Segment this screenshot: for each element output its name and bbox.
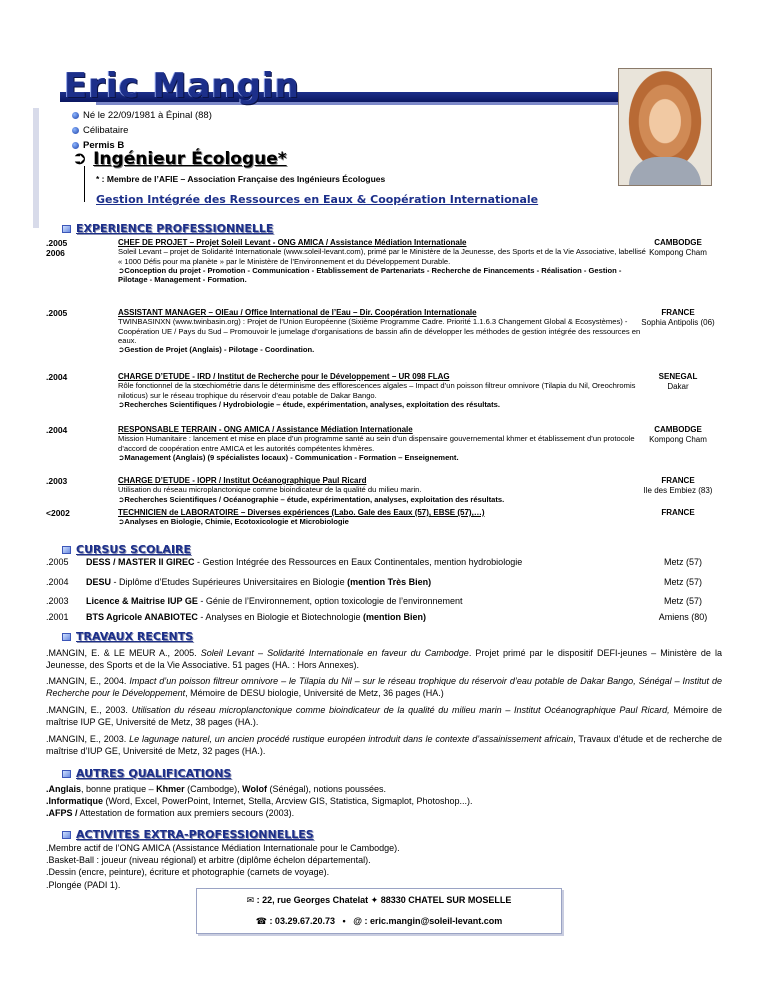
qualifications-list xyxy=(46,783,706,820)
exp-desc: Utilisation du réseau microplanctonique comme bioindicateur de la qualité du milieu marin. xyxy=(118,485,422,495)
diploma: DESS / MASTER II GIREC xyxy=(86,557,195,567)
exp-year: .2003 xyxy=(46,476,68,486)
list-item: .Anglais, bonne pratique – Khmer (Cambodge), Wolof (Sénégal), notions poussées. xyxy=(46,784,387,794)
diploma: Licence & Maitrise IUP GE xyxy=(86,596,198,606)
birth-line: Né le 22/09/1981 à Épinal (88) xyxy=(72,108,212,123)
personal-info xyxy=(72,108,212,153)
exp-skills: Recherches Scientifiques / Hydrobiologie – étude, expérimentation, analyses, exploitation des résultats. xyxy=(124,399,500,409)
section-icon xyxy=(62,546,71,554)
exp-head: RESPONSABLE TERRAIN - ONG AMICA / Assistance Médiation Internationale xyxy=(118,425,413,434)
section-icon xyxy=(62,831,71,839)
list-item: .Informatique (Word, Excel, PowerPoint, Internet, Stella, Arcview GIS, Statistica, Sigmaplot, Photoshop...). xyxy=(46,796,473,807)
section-experience: EXPERIENCE PROFESSIONNELLE xyxy=(62,222,273,235)
exp-year: <2002 xyxy=(46,508,70,518)
list-item: .Membre actif de l’ONG AMICA (Assistance Médiation Internationale pour le Cambodge). xyxy=(46,843,400,853)
job-title: Ingénieur Écologue* xyxy=(93,148,287,169)
list-item: .Plongée (PADI 1). xyxy=(46,879,121,890)
section-activites: ACTIVITES EXTRA-PROFESSIONNELLES xyxy=(62,828,314,841)
experience-item xyxy=(46,238,714,302)
experience-item xyxy=(46,508,714,530)
arrow-icon: ➲ xyxy=(118,517,125,527)
exp-skills: Analyses en Biologie, Chimie, Ecotoxicologie et Microbiologie xyxy=(124,517,349,527)
experience-item xyxy=(46,476,714,510)
exp-skills: Recherches Scientifiques / Océanographie – étude, expérimentation, analyses, exploitation des résultats. xyxy=(124,494,505,504)
exp-country: FRANCE Sophia Antipolis (06) xyxy=(641,308,715,327)
arrow-icon: ➲ xyxy=(118,399,125,409)
contact-line: ☎ : 03.29.67.20.73 • @ : eric.mangin@soleil-levant.com xyxy=(255,916,503,926)
list-item: .Basket-Ball : joueur (niveau régional) et arbitre (diplôme échelon départemental). xyxy=(46,855,371,866)
section-icon xyxy=(62,225,71,233)
exp-year: .2005 xyxy=(46,308,68,318)
list-item: .Dessin (encre, peinture), écriture et photographie (carnets de voyage). xyxy=(46,867,330,878)
phone-number[interactable]: : 03.29.67.20.73 xyxy=(269,916,335,926)
diploma: BTS Agricole ANABIOTEC xyxy=(86,612,198,622)
email-link[interactable]: @ : eric.mangin@soleil-levant.com xyxy=(353,916,503,926)
exp-year: .2004 xyxy=(46,372,68,382)
arrow-icon: ➲ xyxy=(118,345,125,355)
section-travaux: TRAVAUX RECENTS xyxy=(62,630,193,643)
photo-shoulders xyxy=(629,157,701,185)
phone-icon: ☎ xyxy=(255,916,267,926)
title-rule xyxy=(84,166,92,202)
job-title-row xyxy=(72,148,287,169)
exp-skills: Conception du projet - Promotion - Communication - Etablissement de Partenariats - Recherche de Financements - Réalisation - Gestion - Pilotage - Management - Formation. xyxy=(118,265,622,285)
exp-skills: Management (Anglais) (9 spécialistes locaux) - Communication - Formation – Enseignement. xyxy=(124,452,459,462)
section-icon xyxy=(62,633,71,641)
name-block xyxy=(60,66,620,106)
envelope-icon: ✉ xyxy=(246,895,255,905)
exp-head: TECHNICIEN de LABORATOIRE – Diverses expériences (Labo. Gale des Eaux (57), EBSE (57),…) xyxy=(118,508,485,517)
experience-item xyxy=(46,308,714,366)
activites-list xyxy=(46,842,706,891)
exp-desc: Rôle fonctionnel de la stœchiométrie dans le déterminisme des efflorescences algales – Impact d’un poisson filtreur omnivore (Tilapia du Nil, Oreochromis niloticus) sur le réseau trophique du réservoir d’eau potable de Dakar Bango. xyxy=(118,381,636,400)
publication: .MANGIN, E. & LE MEUR A., 2005. Soleil Levant – Solidarité Internationale en faveur du Cambodge. Projet primé par le dispositif DEFI-jeunes – Ministère de la Jeunesse, des Sports et de la Vie Associative. 51 pages (HA. : Hors Annexes). xyxy=(46,648,722,670)
bullet-icon xyxy=(72,112,79,119)
diploma: DESU xyxy=(86,577,112,587)
license-line: Permis B xyxy=(72,138,212,153)
status-line: Célibataire xyxy=(72,123,212,138)
exp-desc: TWINBASINXN (www.twinbasin.org) : Projet de l’Union Européenne (Sixième Programme Cadre. Priorité 1.1.6.3 Changement Global & Ecosystèmes) - Coopération UE / Pays du Sud – Promouvoir le jumelage d’organisations de bassin afin de développer les méthodes de gestion intégrée des ressources en eaux. xyxy=(118,317,641,345)
exp-desc: Soleil Levant – projet de Solidarité Internationale (www.soleil-levant.com), primé par le Ministère de la Jeunesse, des Sports et de la Vie Associative, labellisé « 1000 Défis pour ma planète » par le Ministère de l’Environnement et du Développement Durable. xyxy=(118,247,646,266)
exp-desc: Mission Humanitaire : lancement et mise en place d’un programme santé au sein d’un dispensaire gouvernemental khmer et établissement d’un protocole d’accord de coopération entre AMICA et les autorités compétentes khmères. xyxy=(118,434,635,453)
arrow-icon: ➲ xyxy=(118,452,125,462)
portrait-photo xyxy=(618,68,712,186)
contact-box xyxy=(196,888,562,934)
arrow-icon: ➲ xyxy=(72,148,88,168)
exp-head: CHARGE D’ETUDE - IOPR / Institut Océanographique Paul Ricard xyxy=(118,476,367,485)
bullet-icon xyxy=(72,127,79,134)
exp-head: ASSISTANT MANAGER – OIEau / Office International de l’Eau – Dir. Coopération Internationale xyxy=(118,308,477,317)
publication: .MANGIN, E., 2003. Le lagunage naturel, un ancien procédé rustique européen introduit dans le contexte d’assainissement africain, Travaux d’étude et de recherche de maîtrise d’IUP GE, Université de Metz, 32 pages (HA.). xyxy=(46,734,723,756)
section-qualifications: AUTRES QUALIFICATIONS xyxy=(62,767,231,780)
section-icon xyxy=(62,770,71,778)
job-note: * : Membre de l’AFIE – Association Française des Ingénieurs Écologues xyxy=(96,174,386,184)
left-decoration xyxy=(33,108,39,228)
exp-head: CHARGE D’ETUDE - IRD / Institut de Recherche pour le Développement – UR 098 FLAG xyxy=(118,372,450,381)
full-name: Eric Mangin xyxy=(64,66,300,106)
cv-page: Eric Mangin Né le 22/09/1981 à Épinal (88) Célibataire Permis B ➲ Ingénieur Écologue* * : Membre de l’AFIE – Association Française des Ingénieurs Écologues Gestion Intégrée des Ressources en Eaux & Coopération Internationale EXPERIENCE PROFESSIONNELLE .2005 2006 CHEF DE PROJET – Projet Soleil Levant - ONG AMICA / Assistance Médiation Internationale Soleil Levant – projet de Solidarité Internationale (www.soleil-levant.com), primé par le Ministère de la Jeunesse, des Sports et de la Vie Associative, labellisé « 1000 Défis pour ma planète » par le Ministère de l’Environnement et du Développement Durable. ➲Conception du projet - Promotion - Communication - Etablissement de Partenariats - Recherche de Financements - Réalisation - Gestion - Pilotage - Management - Formation. CAMBODGE Kompong Cham .2005 ASSISTANT MANAGER – OIEau / Office International de l’Eau – Dir. Coopération Internationale TWINBASINXN (www.twinbasin.org) : Projet de l’Union Européenne (Sixième Programme Cadre. Priorité 1.1.6.3 Changement Global & Ecosystèmes) - Coopération UE / Pays du Sud – Promouvoir le jumelage d’organisations de bassin afin de développer les méthodes de gestion intégrée des ressources en eaux. ➲Gestion de Projet (Anglais) - Pilotage - Coordination. FRANCE Sophia Antipolis (06) .2004 CHARGE D’ETUDE - IRD / Institut de Recherche pour le Développement – UR 098 FLAG Rôle fonctionnel de la stœchiométrie dans le déterminisme des efflorescences algales – Impact d’un poisson filtreur omnivore (Tilapia du Nil, Oreochromis niloticus) sur le réseau trophique du réservoir d’eau potable de Dakar Bango. ➲Recherches Scientifiques / Hydrobiologie – étude, expérimentation, analyses, exploitation des résultats. SENEGAL Dakar .2004 RESPONSABLE TERRAIN - ONG AMICA / Assistance Médiation Internationale Mission Humanitaire : lancement et mise en place d’un programme santé au sein d’un dispensaire gouvernemental khmer et établissement d’un protocole d’accord de coopération entre AMICA et les autorités compétentes khmères. ➲Management (Anglais) (9 spécialistes locaux) - Communication - Formation – Enseignement. CAMBODGE Kompong Cham .2003 CHARGE D’ETUDE - IOPR / Institut Océanographique Paul Ricard Utilisation du réseau microplanctonique comme bioindicateur de la qualité du milieu marin. ➲Recherches Scientifiques / Océanographie – étude, expérimentation, analyses, exploitation des résultats. FRANCE Ile des Embiez (83) <2002 TECHNICIEN de LABORATOIRE – Diverses expériences (Labo. Gale des Eaux (57), EBSE (57),…) ➲Analyses en Biologie, Chimie, Ecotoxicologie et Microbiologie FRANCE CURSUS SCOLAIRE .2005 DESS / MASTER II GIREC - Gestion Intégrée des Ressources en Eaux Continentales, mention hydrobiologie Metz (57) .2004 DESU - Diplôme d’Etudes Supérieures Universitaires en Biologie (mention Très Bien) Metz (57) .2003 Licence & Maitrise IUP GE - Génie de l’Environnement, option toxicologie de l’environnement Metz (57) .2001 BTS Agricole ANABIOTEC - Analyses en Biologie et Biotechnologie (mention Bien) Amiens (80) TRAVAUX RECENTS .MANGIN, E. & LE MEUR A., 2005. Soleil Levant – Solidarité Internationale en faveur du Cambodge. Projet primé par le dispositif DEFI-jeunes – Ministère de la Jeunesse, des Sports et de la Vie Associative. 51 pages (HA. : Hors Annexes). .MANGIN, E., 2004. Impact d’un poisson filtreur omnivore – le Tilapia du Nil – sur le réseau trophique du réservoir d’eau potable de Dakar Bango, Sénégal – Institut de Recherche pour le Développement, Mémoire de DESU biologie, Université de Metz, 36 pages (HA.) .MANGIN, E., 2003. Utilisation du réseau microplanctonique comme bioindicateur de la qualité du milieu marin – Institut Océanographique Paul Ricard, Mémoire de maîtrise IUP GE, Université de Metz, 38 pages (HA.). .MANGIN, E., 2003. Le lagunage naturel, un ancien procédé rustique européen introduit dans le contexte d’assainissement africain, Travaux d’étude et de recherche de maîtrise d’IUP GE, Université de Metz, 32 pages (HA.). AUTRES QUALIFICATIONS .Anglais, bonne pratique – Khmer (Cambodge), Wolof (Sénégal), notions poussées. .Informatique (Word, Excel, PowerPoint, Internet, Stella, Arcview GIS, Statistica, Sigmaplot, Photoshop...). .AFPS / Attestation de formation aux premiers secours (2003). ACTIVITES EXTRA-PROFESSIONNELLES .Membre actif de l’ONG AMICA (Assistance Médiation Internationale pour le Cambodge). .Basket-Ball : joueur (niveau régional) et arbitre (diplôme échelon départemental). .Dessin (encre, peinture), écriture et photographie (carnets de voyage). .Plongée (PADI 1). ✉ : 22, rue Georges Chatelat ✦ 88330 CHATEL SUR MOSELLE ☎ : 03.29.67.20.73 • @ : eric.mangin@soleil-levant.com xyxy=(0,0,768,994)
arrow-icon: ➲ xyxy=(118,494,125,504)
list-item: .AFPS / Attestation de formation aux premiers secours (2003). xyxy=(46,808,295,819)
exp-country: FRANCE Ile des Embiez (83) xyxy=(643,476,713,495)
exp-head: CHEF DE PROJET – Projet Soleil Levant - ONG AMICA / Assistance Médiation Internationale xyxy=(118,238,467,247)
exp-country: CAMBODGE Kompong Cham xyxy=(649,238,707,257)
address-line: ✉ : 22, rue Georges Chatelat ✦ 88330 CHATEL SUR MOSELLE xyxy=(246,895,512,905)
exp-skills: Gestion de Projet (Anglais) - Pilotage - Coordination. xyxy=(124,345,315,355)
publication: .MANGIN, E., 2004. Impact d’un poisson filtreur omnivore – le Tilapia du Nil – sur le réseau trophique du réservoir d’eau potable de Dakar Bango, Sénégal – Institut de Recherche pour le Développement, Mémoire de DESU biologie, Université de Metz, 36 pages (HA.) xyxy=(46,676,722,698)
exp-country: CAMBODGE Kompong Cham xyxy=(649,425,707,444)
publication: .MANGIN, E., 2003. Utilisation du réseau microplanctonique comme bioindicateur de la qualité du milieu marin – Institut Océanographique Paul Ricard, Mémoire de maîtrise IUP GE, Université de Metz, 38 pages (HA.). xyxy=(46,705,722,727)
exp-year: .2004 xyxy=(46,425,68,435)
experience-item xyxy=(46,425,714,473)
exp-country: FRANCE xyxy=(661,508,695,517)
arrow-icon: ➲ xyxy=(118,265,125,275)
exp-country: SENEGAL Dakar xyxy=(658,372,698,391)
experience-item xyxy=(46,372,714,420)
exp-year: .2005 2006 xyxy=(46,238,68,258)
speciality: Gestion Intégrée des Ressources en Eaux & Coopération Internationale xyxy=(96,193,539,206)
section-cursus: CURSUS SCOLAIRE xyxy=(62,543,191,556)
